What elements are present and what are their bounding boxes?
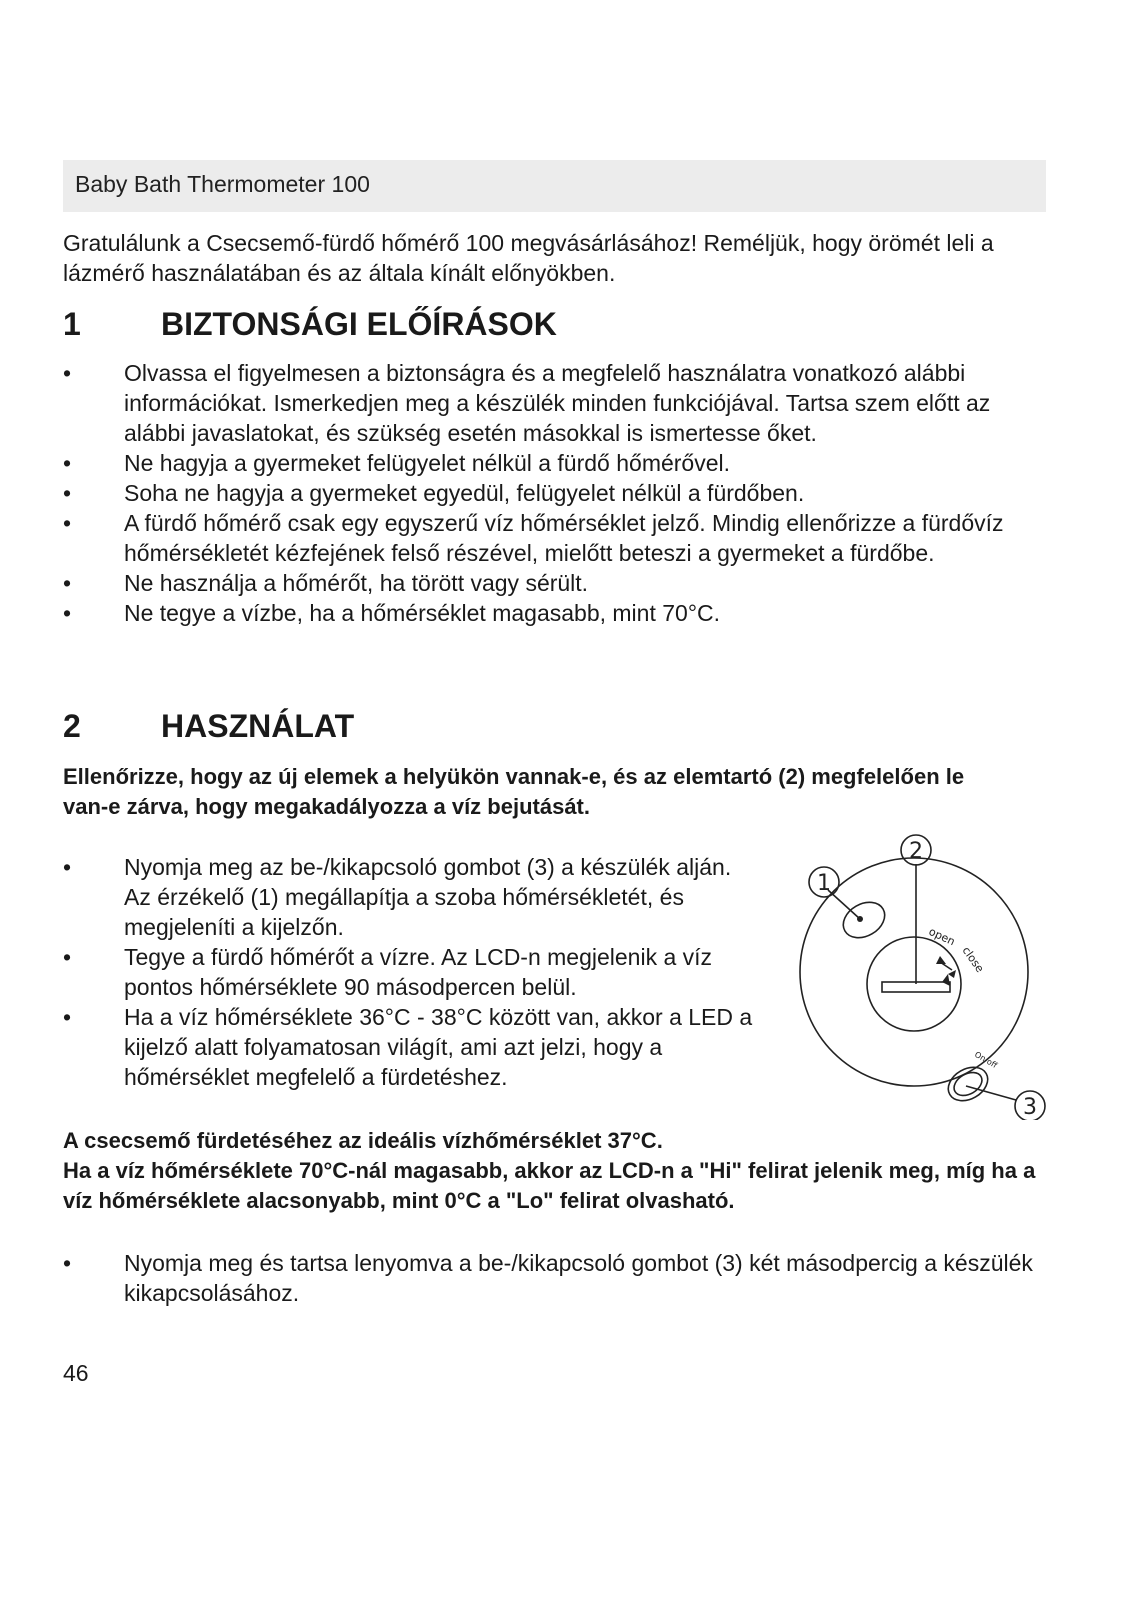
thermometer-diagram: [790, 830, 1060, 1120]
thermometer-bottom-view-icon: [790, 830, 1060, 1120]
header-bar: [63, 160, 1046, 212]
page-number: 46: [63, 1360, 89, 1386]
list-item: • A fürdő hőmérő csak egy egyszerű víz hőmérséklet jelző. Mindig ellenőrizze a fürdővíz hőmérsékletét kézfejének felső részével, mielőtt beteszi a gyermeket a fürdőbe.: [63, 510, 1004, 566]
section-1-heading: [63, 304, 557, 344]
ideal-temperature-note: A csecsemő fürdetéséhez az ideális vízhőmérséklet 37°C. Ha a víz hőmérséklete 70°C-nál magasabb, akkor az LCD-n a "Hi" felirat jelenik meg, míg ha a víz hőmérséklete alacsonyabb, mint 0°C a "Lo" felirat olvasható.: [63, 1128, 1036, 1213]
usage-intro-bold: Ellenőrizze, hogy az új elemek a helyükön vannak-e, és az elemtartó (2) megfelelően le van-e zárva, hogy megakadályozza a víz bejutását.: [63, 764, 965, 819]
final-list: [63, 1248, 1048, 1308]
list-item: • Nyomja meg és tartsa lenyomva a be-/kikapcsoló gombot (3) két másodpercig a készülék kikapcsolásához.: [63, 1250, 1033, 1306]
section-1-number: 1: [63, 306, 81, 342]
svg-text:open: open: [926, 924, 958, 949]
bullet: •: [63, 360, 72, 386]
document-title: Baby Bath Thermometer 100: [75, 171, 370, 197]
bullet: •: [63, 854, 72, 880]
bullet: •: [63, 480, 72, 506]
list-item: • Tegye a fürdő hőmérőt a vízre. Az LCD-n megjelenik a víz pontos hőmérséklete 90 másodpercen belül.: [63, 944, 713, 1000]
usage-list: [63, 852, 763, 1092]
svg-text:close: close: [959, 944, 987, 975]
svg-text:3: 3: [1023, 1095, 1037, 1120]
bullet: •: [63, 1004, 72, 1030]
bullet: •: [63, 1250, 72, 1276]
intro-paragraph: Gratulálunk a Csecsemő-fürdő hőmérő 100 megvásárlásához! Reméljük, hogy örömét leli a lázmérő használatában és az általa kínált előnyökben.: [63, 230, 994, 286]
bullet: •: [63, 510, 72, 536]
safety-list: [63, 358, 1048, 628]
list-item: • Ne használja a hőmérőt, ha törött vagy sérült.: [63, 570, 589, 596]
bullet: •: [63, 570, 72, 596]
section-2-heading: [63, 706, 354, 746]
svg-text:On/off: On/off: [973, 1049, 999, 1070]
list-item: • Ne tegye a vízbe, ha a hőmérséklet magasabb, mint 70°C.: [63, 600, 721, 626]
bullet: •: [63, 450, 72, 476]
bullet: •: [63, 944, 72, 970]
svg-text:1: 1: [817, 871, 831, 896]
list-item: • Soha ne hagyja a gyermeket egyedül, felügyelet nélkül a fürdőben.: [63, 480, 805, 506]
section-1-title: BIZTONSÁGI ELŐÍRÁSOK: [161, 306, 557, 342]
list-item: • Nyomja meg az be-/kikapcsoló gombot (3) a készülék alján. Az érzékelő (1) megállapítja a szoba hőmérsékletét, és megjeleníti a kijelzőn.: [63, 854, 732, 940]
bullet: •: [63, 600, 72, 626]
list-item: • Olvassa el figyelmesen a biztonságra és a megfelelő használatra vonatkozó alábbi információkat. Ismerkedjen meg a készülék minden funkciójával. Tartsa szem előtt az alábbi javaslatokat, és szükség esetén másokkal is ismertesse őket.: [63, 360, 991, 446]
svg-text:2: 2: [909, 839, 923, 864]
list-item: • Ne hagyja a gyermeket felügyelet nélkül a fürdő hőmérővel.: [63, 450, 731, 476]
section-2-number: 2: [63, 708, 81, 744]
list-item: • Ha a víz hőmérséklete 36°C - 38°C között van, akkor a LED a kijelző alatt folyamatosan világít, ami azt jelzi, hogy a hőmérséklet megfelelő a fürdetéshez.: [63, 1004, 753, 1090]
section-2-title: HASZNÁLAT: [161, 708, 355, 744]
